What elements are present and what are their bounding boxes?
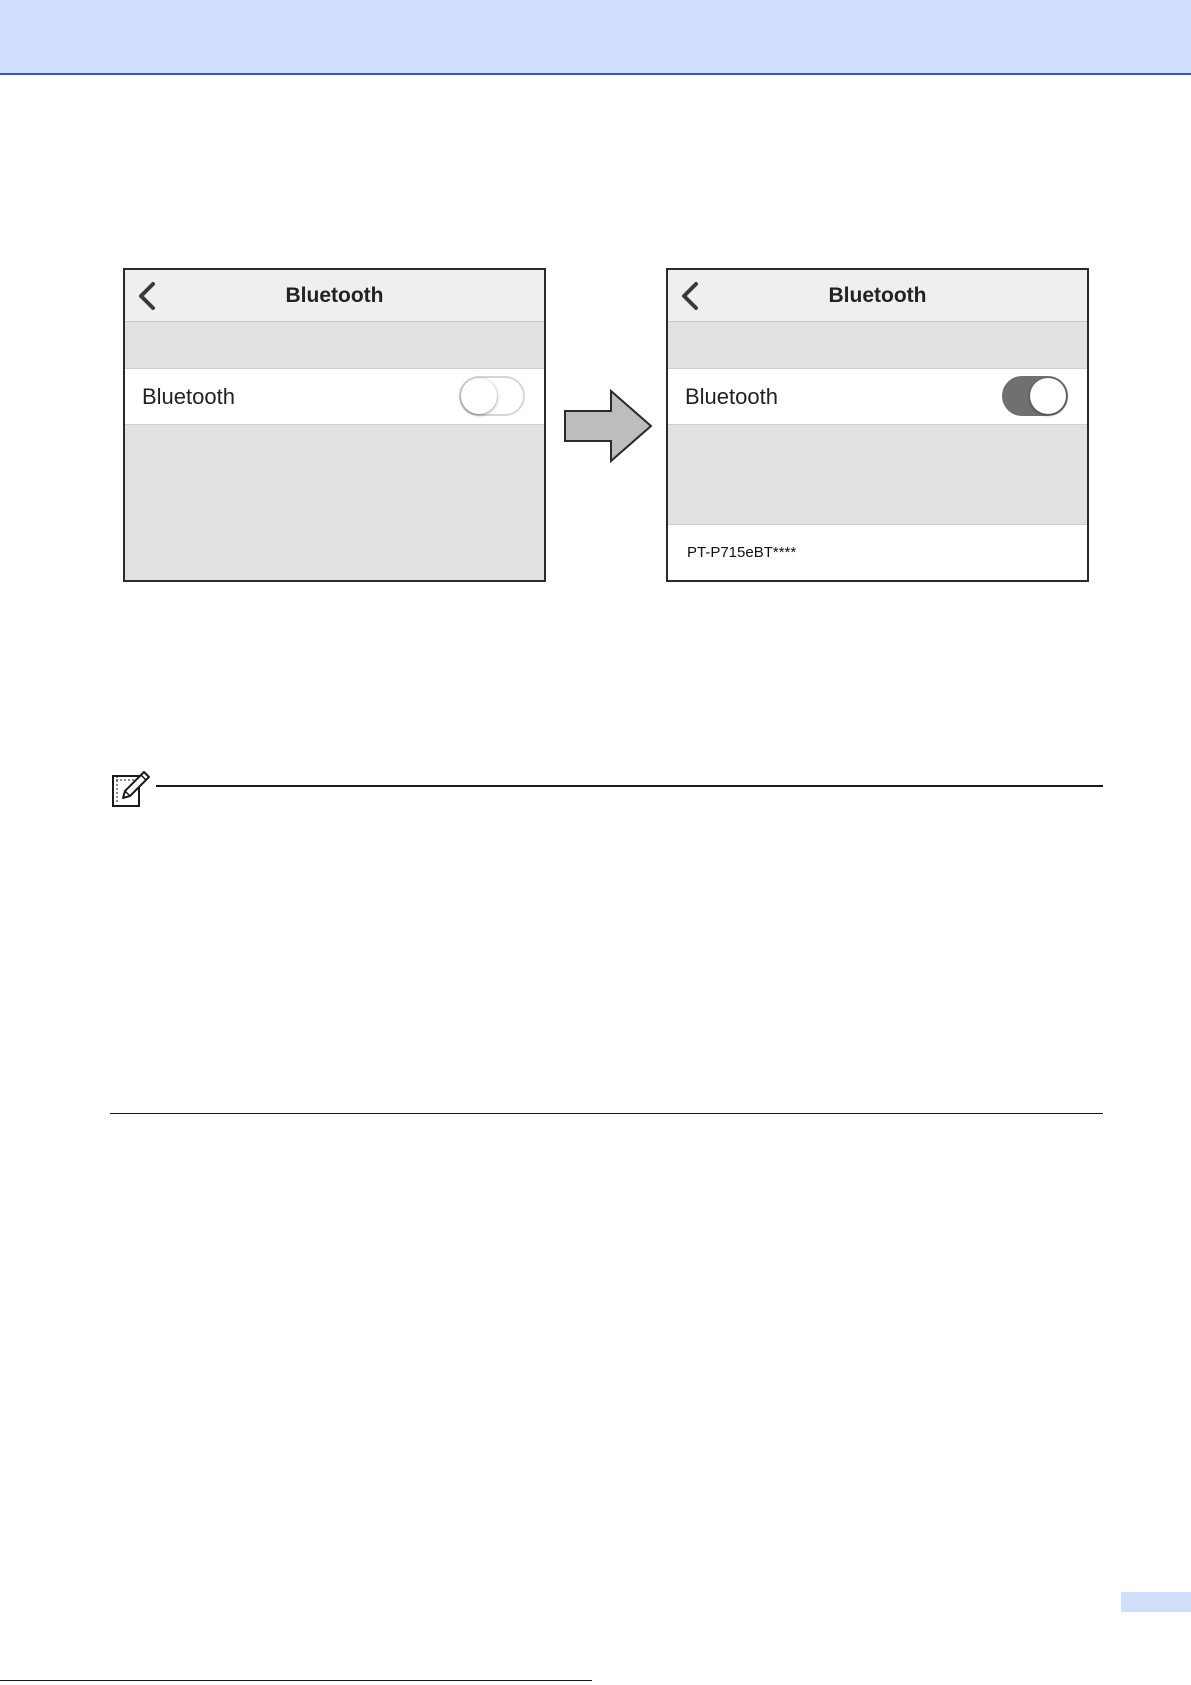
bluetooth-toggle-on[interactable] [1002, 376, 1068, 416]
screenshot-bluetooth-on [666, 268, 1089, 582]
page-header-band [0, 0, 1191, 75]
toggle-knob [1030, 378, 1066, 414]
device-list-item[interactable] [668, 524, 1087, 582]
nav-title: Bluetooth [828, 284, 927, 307]
screenshot-bluetooth-off [123, 268, 546, 582]
nav-bar [125, 270, 544, 322]
nav-bar [668, 270, 1087, 322]
note-top-rule [156, 785, 1103, 787]
bluetooth-toggle-off[interactable] [459, 376, 525, 416]
toggle-knob [461, 378, 497, 414]
footer-rule [0, 1680, 592, 1681]
nav-title: Bluetooth [285, 284, 384, 307]
bluetooth-setting-row [668, 368, 1087, 425]
device-name: PT-P715eBT**** [687, 544, 797, 561]
bluetooth-setting-row [125, 368, 544, 425]
note-pencil-icon [111, 770, 151, 808]
page-number-tab [1121, 1592, 1191, 1612]
right-arrow-icon [563, 389, 653, 463]
bluetooth-setting-label: Bluetooth [142, 384, 235, 409]
bluetooth-setting-label: Bluetooth [685, 384, 778, 409]
note-bottom-rule [110, 1113, 1103, 1114]
